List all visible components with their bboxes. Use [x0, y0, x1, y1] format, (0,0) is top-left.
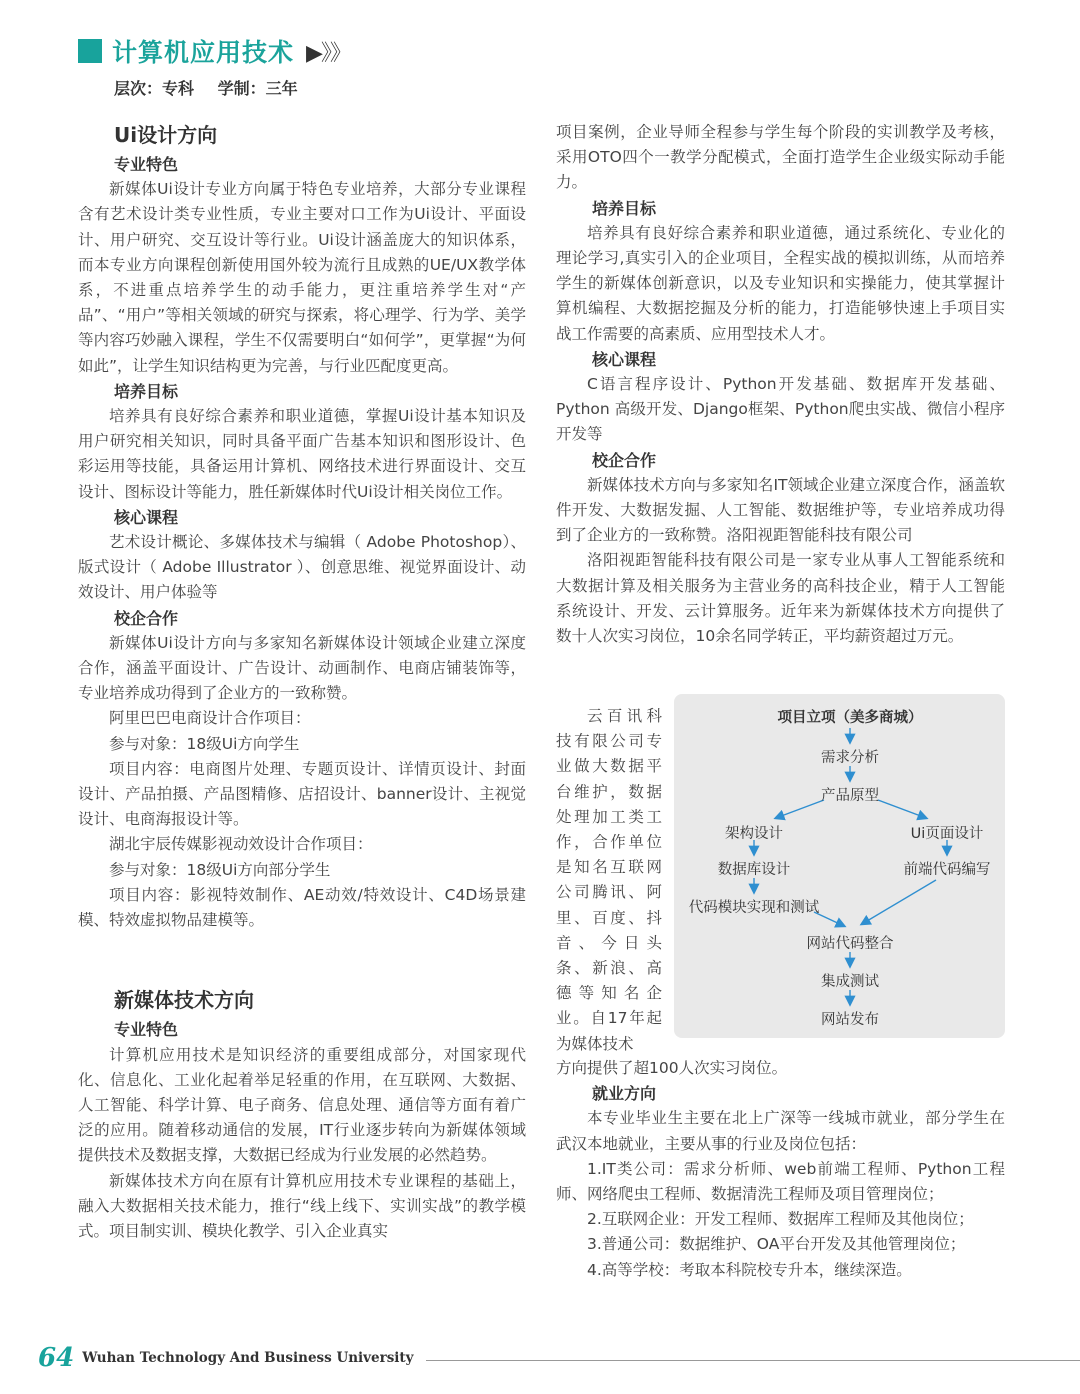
- flow-node-integration: 网站代码整合: [806, 936, 894, 952]
- right-column: [556, 120, 1005, 649]
- flow-node-module-test: 代码模块实现和测试: [688, 900, 820, 916]
- ui-coop-title: 校企合作: [114, 608, 179, 628]
- duration-label: 学制：三年: [217, 79, 298, 98]
- section-title: [78, 34, 350, 68]
- job-item: 2.互联网企业：开发工程师、数据库工程师及其他岗位；: [587, 1210, 974, 1229]
- level-label: 层次：专科: [114, 79, 195, 98]
- program-info: [114, 76, 316, 99]
- ui-proj1-content: 项目内容：电商图片处理、专题页设计、详情页设计、封面设计、产品拍摄、产品图精修、店招设计、banner设计、主视觉设计、电商海报设计等。: [78, 759, 526, 829]
- nm-job-text: 本专业毕业生主要在北上广深等一线城市就业，部分学生在武汉本地就业，主要从事的行业及岗位包括：: [556, 1109, 1005, 1153]
- flow-node-architecture: 架构设计: [725, 826, 783, 842]
- nm-coop-title: 校企合作: [592, 450, 657, 470]
- arrows-icon: ▶》》: [306, 40, 350, 66]
- flow-node-project: 项目立项（美多商城）: [777, 710, 923, 726]
- ui-course-text: 艺术设计概论、多媒体技术与编辑（ Adobe Photoshop）、版式设计（ Adobe Illustrator ）、创意思维、视觉界面设计、动效设计、用户体验等: [78, 533, 526, 602]
- nm-job-title: 就业方向: [592, 1084, 657, 1104]
- ui-goal-text: 培养具有良好综合素养和职业道德，掌握Ui设计基本知识及用户研究相关知识，同时具备平面广告基本知识和图形设计、色彩运用等技能，具备运用计算机、网络技术进行界面设计、交互设计、图标设计等能力，胜任新媒体时代Ui设计相关岗位工作。: [78, 407, 526, 501]
- flow-node-database: 数据库设计: [717, 862, 791, 878]
- footer-divider: [426, 1360, 1080, 1361]
- ui-proj2-target: 参与对象：18级Ui方向部分学生: [109, 860, 331, 879]
- flow-node-requirements: 需求分析: [821, 750, 879, 766]
- ui-heading: Ui设计方向: [114, 123, 218, 147]
- nm-goal-title: 培养目标: [592, 198, 657, 218]
- nm-goal-text: 培养具有良好综合素养和职业道德，通过系统化、专业化的理论学习,真实引入的企业项目，全程实战的模拟训练，从而培养学生的新媒体创新意识，以及专业知识和实操能力，使其掌握计算机编程、大数据挖掘及分析的能力，打造能够快速上手项目实战工作需要的高素质、应用型技术人才。: [556, 223, 1005, 343]
- flow-node-ui-design: Ui页面设计: [910, 826, 984, 842]
- ui-feature-text: 新媒体Ui设计专业方向属于特色专业培养，大部分专业课程含有艺术设计类专业性质，专业主要对口工作为Ui设计、平面设计、用户研究、交互设计等行业。Ui设计涵盖庞大的知识体系，而本专业方向课程创新使用国外较为流行且成熟的UE/UX教学体系，不进重点培养学生的动手能力，更注重培养学生对“产品”、“用户”等相关领域的研究与探索，将心理学、行为学、美学等内容巧妙融入课程，学生不仅需要明白“如何学”，更掌握“为何如此”，让学生知识结构更为完善，与行业匹配度更高。: [78, 180, 526, 375]
- nm-course-text: C语言程序设计、Python开发基础、数据库开发基础、Python 高级开发、Django框架、Python爬虫实战、微信小程序开发等: [556, 375, 1005, 444]
- nm-feature-text2: 新媒体技术方向在原有计算机应用技术专业课程的基础上，融入大数据相关技术能力，推行“线上线下、实训实战”的教学模式。项目制实训、模块化教学、引入企业真实: [78, 1171, 526, 1240]
- ui-course-title: 核心课程: [114, 507, 179, 527]
- ui-feature-title: 专业特色: [114, 155, 179, 174]
- job-item: 4.高等学校：考取本科院校专升本，继续深造。: [587, 1260, 912, 1279]
- project-flowchart: [674, 694, 1005, 1038]
- job-item: 1.IT类公司：需求分析师、web前端工程师、Python工程师、网络爬虫工程师、数据清洗工程师及项目管理岗位；: [556, 1159, 1005, 1204]
- flow-node-frontend: 前端代码编写: [903, 862, 991, 878]
- ui-proj2-name: 湖北宇辰传媒影视动效设计合作项目：: [109, 835, 373, 854]
- ui-proj1-name: 阿里巴巴电商设计合作项目：: [109, 709, 311, 728]
- arrow-3-5: [878, 800, 926, 818]
- ui-proj2-content: 项目内容：影视特效制作、AE动效/特效设计、C4D场景建模、特效虚拟物品建模等。: [78, 885, 526, 930]
- right-bottom-column: [556, 1056, 1005, 1283]
- flow-node-release: 网站发布: [821, 1012, 879, 1028]
- nm-course-title: 核心课程: [592, 349, 657, 369]
- nm-company2-text: 云百讯科技有限公司专业做大数据平台维护，数据处理加工类工作，合作单位是知名互联网公司腾讯、阿里、百度、抖音、今日头条、新浪、高德等知名企业。自17年起为媒体技术: [556, 707, 662, 1053]
- nm-heading: 新媒体技术方向: [114, 988, 254, 1013]
- nm-company1-text: 洛阳视距智能科技有限公司是一家专业从事人工智能系统和大数据计算及相关服务为主营业务的高科技企业，精于人工智能系统设计、开发、云计算服务。近年来为新媒体技术方向提供了数十人次实习岗位，10余名同学转正，平均薪资超过万元。: [556, 551, 1005, 646]
- company2-column: [556, 704, 662, 1057]
- flow-node-prototype: 产品原型: [821, 788, 879, 804]
- flow-node-system-test: 集成测试: [821, 974, 879, 990]
- nm-company2-text-cont: 方向提供了超100人次实习岗位。: [556, 1059, 788, 1077]
- nm-feature-text2-cont: 项目案例，企业导师全程参与学生每个阶段的实训教学及考核，采用OTO四个一教学分配模式，全面打造学生企业级实际动手能力。: [556, 123, 1005, 192]
- job-item: 3.普通公司：数据维护、OA平台开发及其他管理岗位；: [587, 1235, 966, 1254]
- ui-goal-title: 培养目标: [114, 381, 179, 401]
- ui-proj1-target: 参与对象：18级Ui方向学生: [109, 734, 300, 753]
- nm-feature-text1: 计算机应用技术是知识经济的重要组成部分，对国家现代化、信息化、工业化起着举足轻重的作用，在互联网、大数据、人工智能、科学计算、电子商务、信息处理、通信等方面有着广泛的应用。随着移动通信的发展，IT行业逐步转向为新媒体领域提供技术及数据支撑，大数据已经成为行业发展的必然趋势。: [78, 1045, 526, 1165]
- title-square-icon: [78, 39, 102, 63]
- arrow-3-4: [776, 800, 824, 818]
- page-footer: [38, 1338, 1080, 1378]
- nm-coop-text: 新媒体技术方向与多家知名IT领域企业建立深度合作，涵盖软件开发、大数据发掘、人工智能、数据维护等，专业培养成功得到了企业方的一致称赞。洛阳视距智能科技有限公司: [556, 475, 1005, 545]
- nm-feature-title: 专业特色: [114, 1020, 179, 1040]
- ui-coop-text: 新媒体Ui设计方向与多家知名新媒体设计领域企业建立深度合作，涵盖平面设计、广告设计、动画制作、电商店铺装饰等，专业培养成功得到了企业方的一致称赞。: [78, 633, 526, 703]
- arrow-7-9: [862, 880, 936, 924]
- page-title: 计算机应用技术: [112, 38, 295, 67]
- university-name: Wuhan Technology And Business University: [82, 1350, 414, 1366]
- left-column: [78, 120, 526, 1244]
- page-number: 64: [38, 1343, 75, 1373]
